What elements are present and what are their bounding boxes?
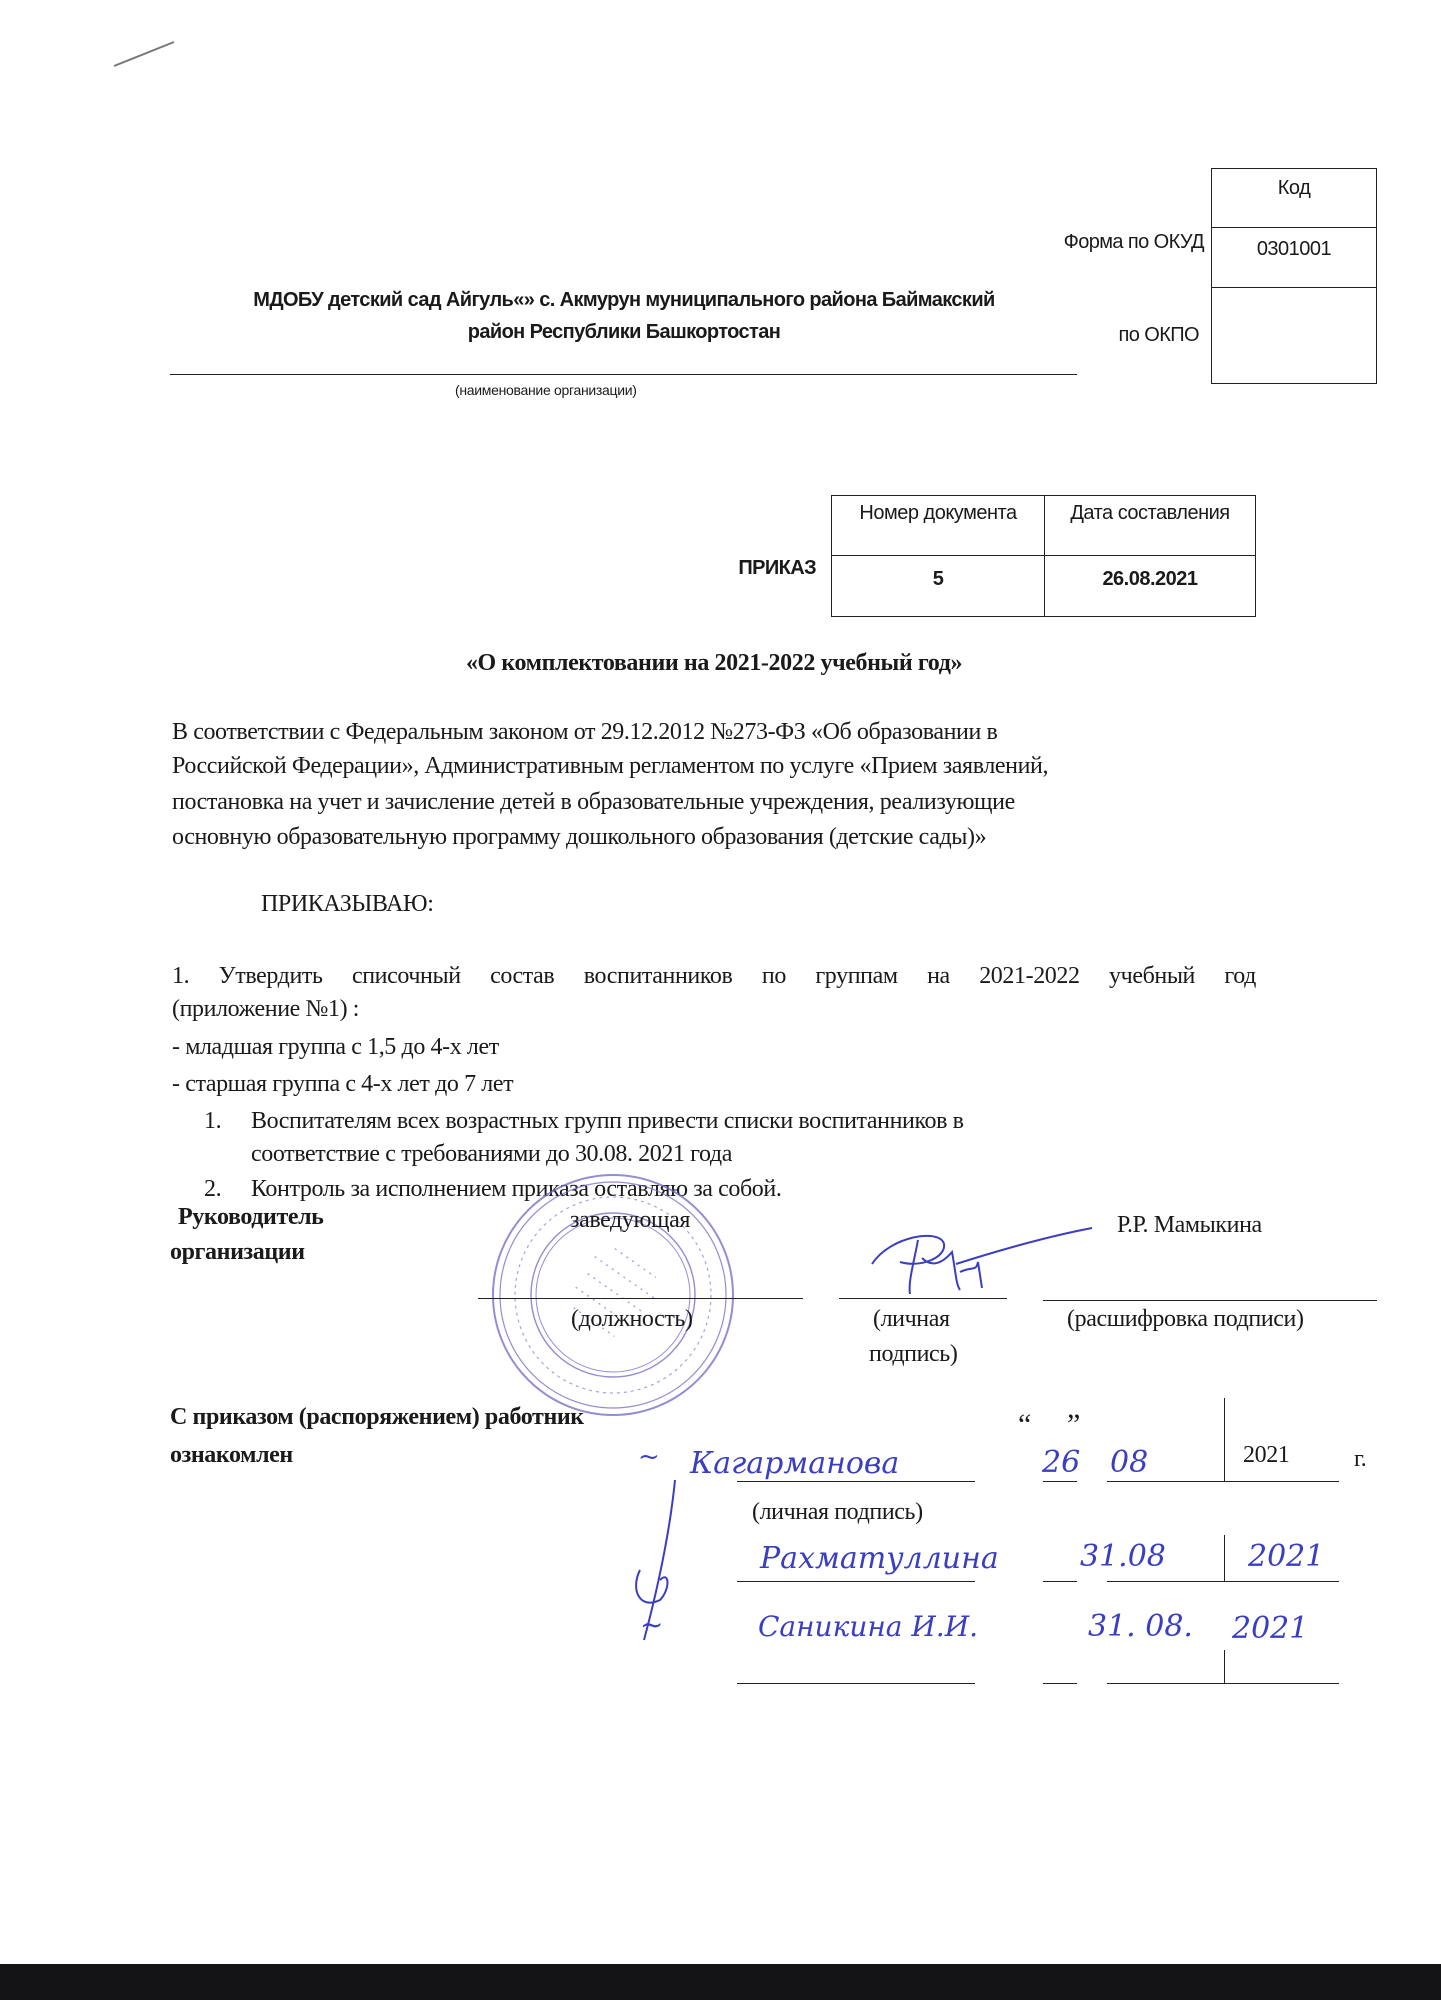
ack-name: Саникина И.И. [758,1610,979,1643]
code-table [1211,168,1377,384]
ack-name: Кагарманова [690,1446,900,1481]
ack-line [1107,1683,1339,1684]
item1-line2: (приложение №1) : [172,996,360,1022]
ack-line [1043,1683,1077,1684]
group-item: - младшая группа с 1,5 до 4-х лет [172,1034,499,1060]
doc-number-header: Номер документа [832,496,1045,556]
ack-line [737,1581,975,1582]
ack-line [737,1481,975,1482]
order-word: ПРИКАЗЫВАЮ: [261,891,434,917]
decoding-underline [1043,1300,1377,1301]
head-name: Р.Р. Мамыкина [1117,1212,1262,1238]
quote-open: “ [1018,1408,1031,1441]
initials-signature: ~ [638,1442,660,1472]
scan-edge [0,1964,1441,2000]
kod-header: Код [1212,169,1377,228]
ack-day: 31. 08. [1088,1609,1193,1644]
ack-line [737,1683,975,1684]
org-name-underline [170,374,1077,375]
preamble-line: Российской Федерации», Административным регламентом по услуге «Прием заявлений, [172,753,1049,779]
ack-label-1: С приказом (распоряжением) работник [170,1404,584,1430]
ack-line [1043,1481,1077,1482]
signature-underline [839,1298,1007,1299]
item1-line1: 1. Утвердить списочный состав воспитанников по группам на 2021-2022 учебный год [172,963,1256,989]
initials-signature: ~ [640,1608,664,1641]
numbered-line: Контроль за исполнением приказа оставляю за собой. [251,1176,782,1202]
year-suffix: г. [1354,1446,1367,1472]
ack-line [1107,1481,1339,1482]
quote-close: ” [1067,1408,1080,1441]
head-label-1: Руководитель [178,1204,324,1230]
year-divider [1224,1650,1225,1683]
ack-month: 08 [1110,1445,1149,1480]
ack-line [1043,1581,1077,1582]
org-caption: (наименование организации) [455,382,637,398]
caption-signature: подпись) [869,1341,958,1367]
scan-mark [110,38,180,70]
caption-ack-signature: (личная подпись) [752,1499,923,1525]
caption-signature: (личная [873,1306,950,1332]
head-signature [860,1222,1100,1302]
doc-number: 5 [832,556,1045,617]
ack-name: Рахматуллина [760,1541,999,1576]
caption-decoding: (расшифровка подписи) [1067,1306,1304,1332]
order-title: «О комплектовании на 2021-2022 учебный год» [465,650,963,676]
ack-day: 26 [1042,1445,1081,1480]
preamble-line: постановка на учет и зачисление детей в образовательные учреждения, реализующие [172,789,1015,815]
ack-line [1107,1581,1339,1582]
okud-value: 0301001 [1212,228,1377,288]
ack-year: 2021 [1232,1611,1309,1646]
head-label-2: организации [170,1239,305,1265]
position-value: заведующая [570,1207,690,1233]
doc-date-header: Дата составления [1045,496,1256,556]
doc-type: ПРИКАЗ [738,557,816,579]
preamble-line: В соответствии с Федеральным законом от 29.12.2012 №273-ФЗ «Об образовании в [172,719,998,745]
year-divider [1224,1398,1225,1481]
year-printed: 2021 [1243,1442,1290,1468]
org-name-line1: МДОБУ детский сад Айгуль«» с. Акмурун муниципального района Баймакский [253,289,995,311]
group-item: - старшая группа с 4-х лет до 7 лет [172,1071,514,1097]
numbered-num: 1. [204,1108,222,1134]
org-name-line2: район Республики Башкортостан [467,321,781,343]
year-divider [1224,1535,1225,1581]
doc-date: 26.08.2021 [1045,556,1256,617]
ack-year: 2021 [1248,1539,1325,1574]
doc-table [831,495,1256,617]
okpo-label: по ОКПО [1118,324,1199,346]
position-underline [478,1298,803,1299]
ack-label-2: ознакомлен [170,1442,293,1468]
numbered-num: 2. [204,1176,222,1202]
numbered-line: Воспитателям всех возрастных групп привести списки воспитанников в [251,1108,964,1134]
preamble-line: основную образовательную программу дошкольного образования (детские сады)» [172,824,987,850]
ack-day: 31.08 [1080,1539,1166,1574]
okud-label: Форма по ОКУД [1063,231,1204,253]
numbered-line: соответствие с требованиями до 30.08. 2021 года [251,1141,732,1167]
okpo-value [1212,288,1377,384]
caption-position: (должность) [571,1306,693,1332]
